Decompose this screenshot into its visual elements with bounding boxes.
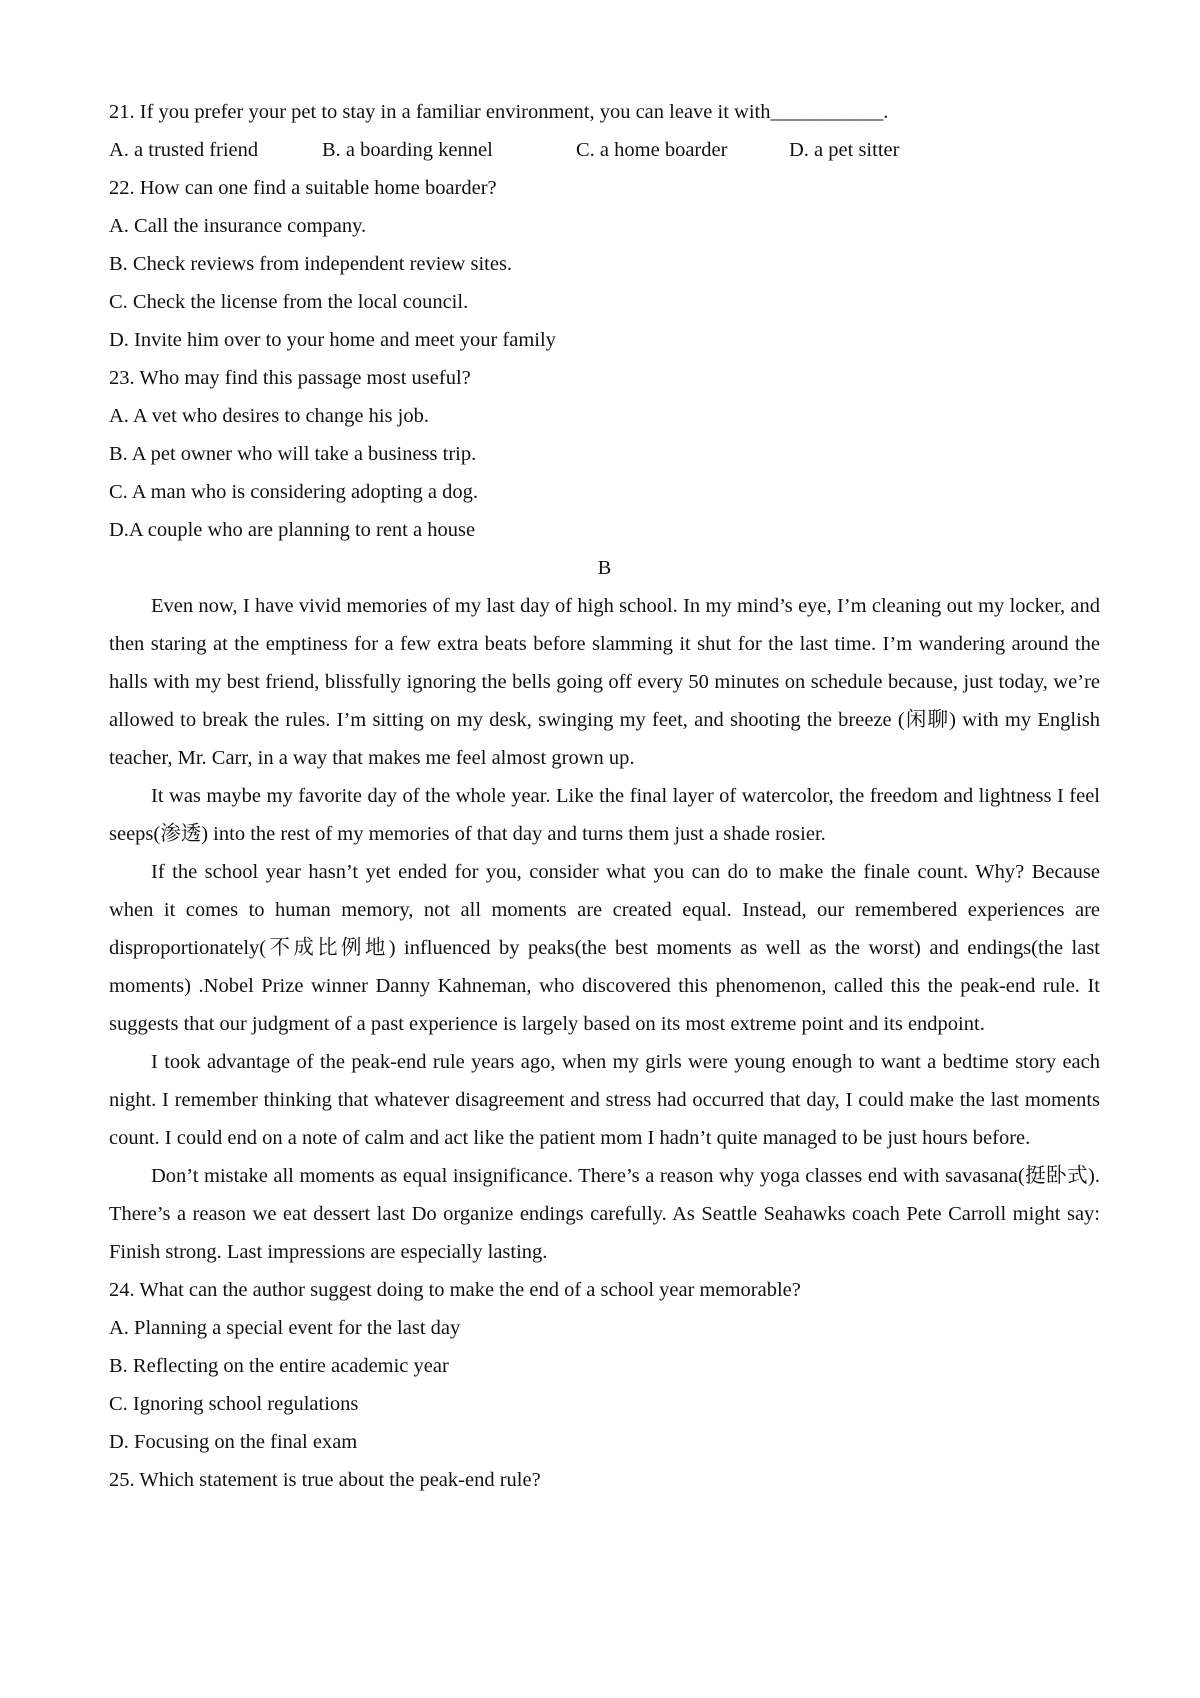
question-22-option-d: D. Invite him over to your home and meet your family [109,329,556,351]
question-24-option-a: A. Planning a special event for the last day [109,1317,461,1339]
question-23-stem: 23. Who may find this passage most useful? [109,367,471,389]
question-21-option-d: D. a pet sitter [789,139,900,161]
section-b-label: B [597,557,612,579]
question-24-option-c: C. Ignoring school regulations [109,1393,359,1415]
question-21-option-a: A. a trusted friend [109,139,259,161]
question-22-option-b: B. Check reviews from independent review sites. [109,253,513,275]
exam-page [109,93,1100,1499]
question-23-option-a: A. A vet who desires to change his job. [109,405,429,427]
question-24-option-b: B. Reflecting on the entire academic year [109,1355,449,1377]
question-21-option-c: C. a home boarder [576,139,728,161]
passage-paragraph-3: If the school year hasn’t yet ended for you, consider what you can do to make the finale count. Why? Because when it comes to human memory, not all moments are created equal. Instead, our remembered experiences are disproportionately(不成比例地) influenced by peaks(the best moments as well as the worst) and endings(the last moments) .Nobel Prize winner Danny Kahneman, who discovered this phenomenon, called this the peak-end rule. It suggests that our judgment of a past experience is largely based on its most extreme point and its endpoint. [109,861,1100,1035]
passage-paragraph-5: Don’t mistake all moments as equal insignificance. There’s a reason why yoga classes end with savasana(挺卧式). There’s a reason we eat dessert last Do organize endings carefully. As Seattle Seahawks coach Pete Carroll might say: Finish strong. Last impressions are especially lasting. [109,1165,1100,1263]
question-22-option-a: A. Call the insurance company. [109,215,367,237]
passage-paragraph-1: Even now, I have vivid memories of my last day of high school. In my mind’s eye, I’m cleaning out my locker, and then staring at the emptiness for a few extra beats before slamming it shut for the last time. I’m wandering around the halls with my best friend, blissfully ignoring the bells going off every 50 minutes on schedule because, just today, we’re allowed to break the rules. I’m sitting on my desk, swinging my feet, and shooting the breeze (闲聊) with my English teacher, Mr. Carr, in a way that makes me feel almost grown up. [109,595,1100,769]
question-24-stem: 24. What can the author suggest doing to make the end of a school year memorable? [109,1279,801,1301]
question-21-options [109,131,1100,169]
question-22-option-c: C. Check the license from the local council. [109,291,469,313]
question-23-option-c: C. A man who is considering adopting a dog. [109,481,478,503]
question-21-stem: 21. If you prefer your pet to stay in a familiar environment, you can leave it with___________. [109,101,889,123]
passage-paragraph-4: I took advantage of the peak-end rule years ago, when my girls were young enough to want a bedtime story each night. I remember thinking that whatever disagreement and stress had occurred that day, I could make the last moments count. I could end on a note of calm and act like the patient mom I hadn’t quite managed to be just hours before. [109,1051,1100,1149]
question-23-option-d: D.A couple who are planning to rent a house [109,519,476,541]
question-25-stem: 25. Which statement is true about the peak-end rule? [109,1469,541,1491]
question-24-option-d: D. Focusing on the final exam [109,1431,358,1453]
question-23-option-b: B. A pet owner who will take a business trip. [109,443,477,465]
question-22-stem: 22. How can one find a suitable home boarder? [109,177,497,199]
question-21-option-b: B. a boarding kennel [322,139,493,161]
passage-paragraph-2: It was maybe my favorite day of the whole year. Like the final layer of watercolor, the freedom and lightness I feel seeps(渗透) into the rest of my memories of that day and turns them just a shade rosier. [109,785,1100,845]
